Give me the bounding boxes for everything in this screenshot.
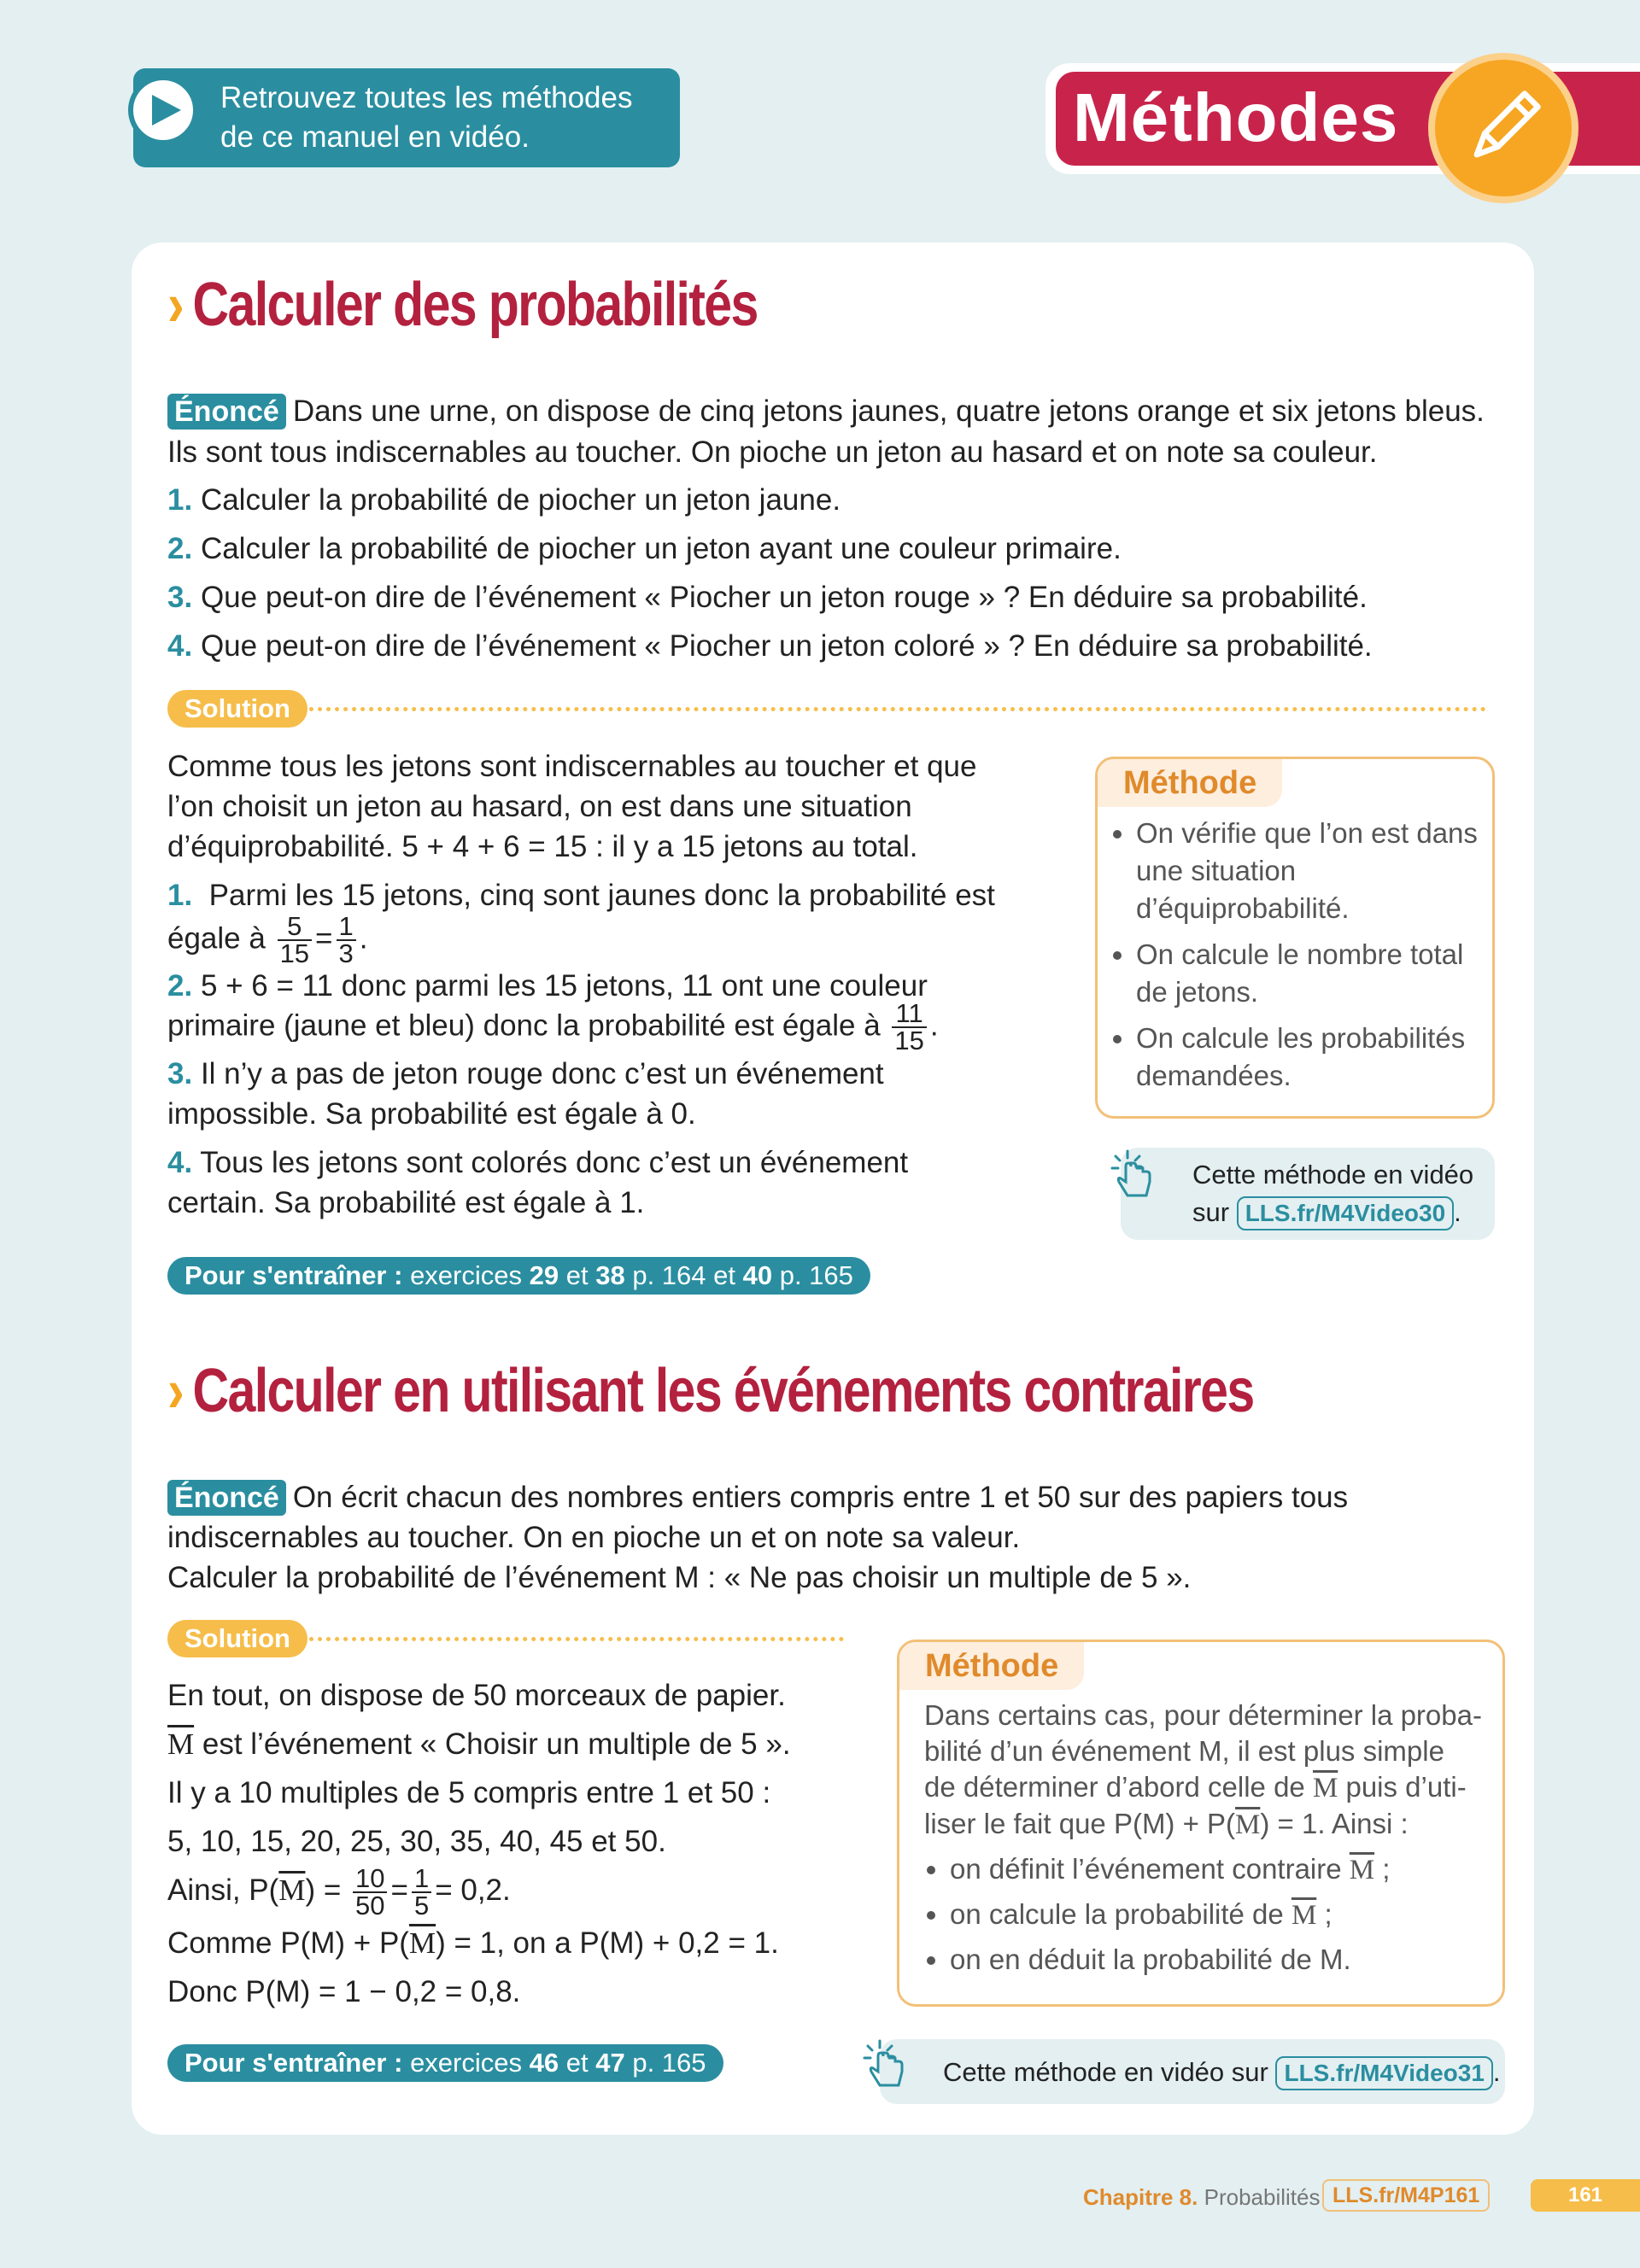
method2-enonce-line2: indiscernables au toucher. On en pioche un et on note sa valeur. (167, 1521, 1021, 1554)
pencil-icon (1428, 53, 1578, 203)
dotted-divider (309, 1637, 844, 1641)
question-3: 3. Que peut-on dire de l’événement « Piocher un jeton rouge » ? En déduire sa probabilité. (167, 581, 1368, 614)
section-tab-title: Méthodes (1073, 79, 1399, 155)
methode-list (1110, 815, 1486, 1103)
tap-hand-icon (859, 2037, 912, 2092)
methode-item: • On vérifie que l’on est dans une situation d’équiprobabilité. (1136, 815, 1486, 927)
fraction: $\frac{10}{50}$ (353, 1866, 387, 1919)
train-pill[interactable]: Pour s'entraîner : exercices 29 et 38 p. 164 et 40 p. 165 (167, 1257, 870, 1295)
methode-label: Méthode (899, 1642, 1084, 1690)
m2-solution-line7: Donc P(M) = 1 − 0,2 = 0,8. (167, 1975, 521, 2008)
method1-title: › Calculer des probabilités (167, 271, 758, 339)
fraction: $\frac{11}{15}$ (892, 1001, 926, 1054)
method2-enonce: Énoncé On écrit chacun des nombres entiers compris entre 1 et 50 sur des papiers tous (167, 1477, 1500, 1517)
m2-solution-line3: Il y a 10 multiples de 5 compris entre 1 et 50 : (167, 1776, 771, 1809)
question-4: 4. Que peut-on dire de l’événement « Piocher un jeton coloré » ? En déduire sa probabilité. (167, 629, 1373, 663)
video-link[interactable]: LLS.fr/M4Video31 (1275, 2056, 1492, 2090)
solution-1-line1: 1. Parmi les 15 jetons, cinq sont jaunes donc la probabilité est (167, 879, 995, 912)
solution-tag: Solution (167, 690, 308, 728)
m2-solution-line6: Comme $P(M) + P(\overline{M}) = 1$, on a P(M) + 0,2 = 1. (167, 1926, 779, 1960)
train-pill[interactable]: Pour s'entraîner : exercices 46 et 47 p. 165 (167, 2044, 723, 2082)
solution-2-line2: primaire (jaune et bleu) donc la probabilité est égale à $\frac{11}{15}$ . (167, 998, 939, 1055)
solution-4-line1: 4. Tous les jetons sont colorés donc c’est un événement (167, 1146, 909, 1179)
solution-intro-line3: d’équiprobabilité. 5 + 4 + 6 = 15 : il y a 15 jetons au total. (167, 830, 918, 863)
methode-item: • on calcule la probabilité de $\overline{M}$ ; (950, 1897, 1496, 1933)
m2-solution-line2: $\overline{M}$ est l’événement « Choisir un multiple de 5 ». (167, 1727, 791, 1761)
methode-item: • on définit l’événement contraire $\overline{M}$ ; (950, 1851, 1496, 1888)
m2-solution-line4: 5, 10, 15, 20, 25, 30, 35, 40, 45 et 50. (167, 1825, 666, 1858)
solution-intro-line1: Comme tous les jetons sont indiscernables au toucher et que (167, 750, 977, 783)
solution-3-line2: impossible. Sa probabilité est égale à 0. (167, 1097, 696, 1131)
page-number: 161 (1531, 2179, 1640, 2212)
methode-label: Méthode (1098, 759, 1282, 807)
fraction: $\frac{1}{5}$ (412, 1866, 431, 1919)
method1-enonce-line2: Ils sont tous indiscernables au toucher. On pioche un jeton au hasard et on note sa couleur. (167, 435, 1378, 469)
enonce-tag: Énoncé (167, 394, 286, 430)
m2-solution-line5: Ainsi, $P(\overline{M})$ = $\frac{10}{50}$ = $\frac{1}{5}$ = 0,2. (167, 1862, 511, 1920)
method1-enonce: Énoncé Dans une urne, on dispose de cinq jetons jaunes, quatre jetons orange et six jetons bleus. (167, 391, 1500, 431)
dotted-divider (309, 707, 1486, 711)
solution-3-line1: 3. Il n’y a pas de jeton rouge donc c’est un événement (167, 1057, 884, 1090)
video-note-text: Cette méthode en vidéo sur LLS.fr/M4Video31 . (943, 2055, 1501, 2090)
methode-item: • On calcule le nombre total de jetons. (1136, 936, 1486, 1011)
solution-1-line2: égale à $\frac{5}{15}$ = $\frac{1}{3}$ . (167, 911, 368, 968)
video-banner-line1: Retrouvez toutes les méthodes (220, 81, 633, 114)
solution-4-line2: certain. Sa probabilité est égale à 1. (167, 1186, 645, 1219)
video-banner[interactable] (133, 68, 680, 167)
question-1: 1. Calculer la probabilité de piocher un jeton jaune. (167, 483, 841, 517)
method2-enonce-line3: Calculer la probabilité de l’événement M : « Ne pas choisir un multiple de 5 ». (167, 1561, 1192, 1594)
footer-chapter: Chapitre 8. Probabilités (1083, 2184, 1321, 2210)
question-2: 2. Calculer la probabilité de piocher un jeton ayant une couleur primaire. (167, 532, 1122, 565)
chevron-right-icon: › (167, 271, 184, 339)
solution-intro-line2: l’on choisit un jeton au hasard, on est dans une situation (167, 790, 912, 823)
footer-link[interactable]: LLS.fr/M4P161 (1322, 2179, 1490, 2212)
methode-item: • on en déduit la probabilité de M. (950, 1942, 1496, 1978)
chevron-right-icon: › (167, 1357, 184, 1425)
fraction: $\frac{5}{15}$ (278, 914, 312, 967)
play-icon[interactable] (128, 75, 198, 145)
tap-hand-icon (1107, 1148, 1160, 1202)
video-link[interactable]: LLS.fr/M4Video30 (1237, 1196, 1454, 1230)
solution-2-line1: 2. 5 + 6 = 11 donc parmi les 15 jetons, 11 ont une couleur (167, 969, 928, 1002)
m2-solution-line1: En tout, on dispose de 50 morceaux de papier. (167, 1679, 786, 1712)
video-banner-line2: de ce manuel en vidéo. (220, 120, 530, 154)
solution-tag: Solution (167, 1620, 308, 1657)
enonce-tag: Énoncé (167, 1480, 286, 1516)
methode-paragraph: Dans certains cas, pour déterminer la proba- bilité d’un événement M, il est plus simple de déterminer d’abord celle de $\overline{M}$ puis d’uti- liser le fait que $P(M) + P(\overline{M}) = 1$. Ainsi : • on définit l’événement contraire $\overline{M}$ ; • on calcule la probabilité de $\overline{M}$ ; • on en déduit la probabilité de M. (924, 1698, 1496, 1986)
video-note-text: Cette méthode en vidéo sur LLS.fr/M4Video30 . (1192, 1156, 1473, 1231)
fraction: $\frac{1}{3}$ (337, 914, 356, 967)
methode-item: • On calcule les probabilités demandées. (1136, 1020, 1486, 1095)
method2-title: › Calculer en utilisant les événements contraires (167, 1357, 1254, 1425)
